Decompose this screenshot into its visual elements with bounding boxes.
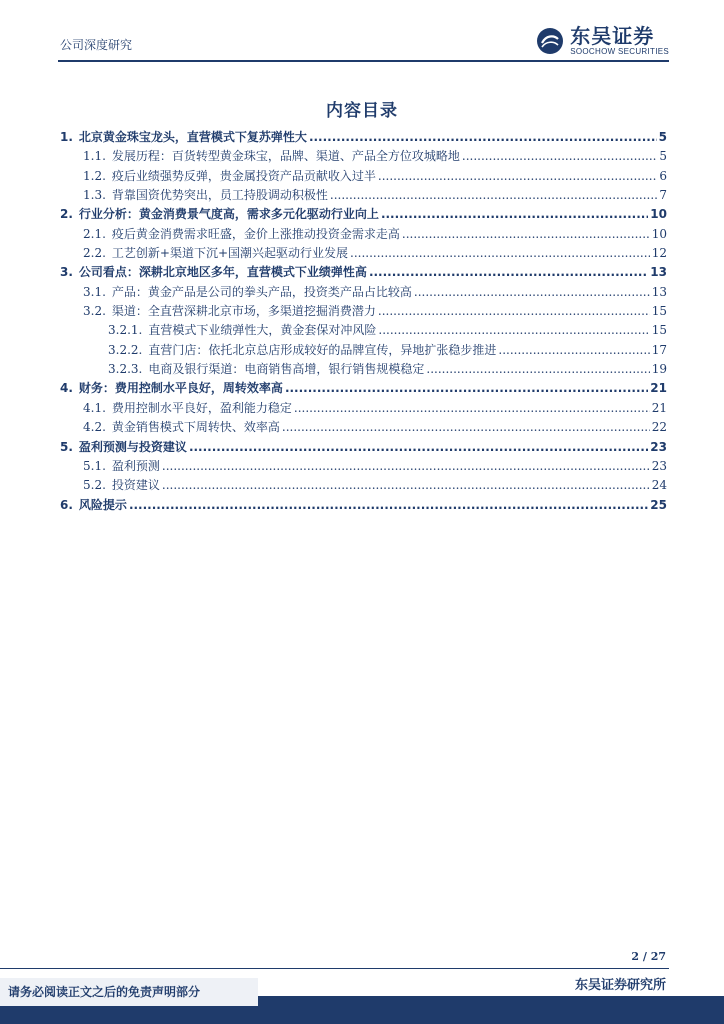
footer-disclaimer: 请务必阅读正文之后的免责声明部分 [0, 978, 258, 1007]
toc-dot-leader [162, 457, 650, 476]
toc-entry-page: 13 [651, 284, 667, 299]
brand-logo [536, 26, 669, 56]
brand-name-cn: 东吴证券 [570, 24, 655, 48]
toc-entry-title: 公司看点：深耕北京地区多年，直营模式下业绩弹性高 [78, 265, 367, 280]
toc-entry-title: 盈利预测与投资建议 [78, 439, 187, 454]
toc-dot-leader [330, 186, 657, 205]
soochow-logo-icon [536, 27, 564, 55]
report-category: 公司深度研究 [60, 38, 133, 52]
header-divider [58, 60, 669, 62]
toc-entry-number: 4.2. [83, 420, 106, 435]
toc-entry-number: 3.2. [83, 304, 106, 319]
toc-entry[interactable] [60, 283, 667, 302]
footer-divider [0, 968, 669, 969]
toc-entry-number: 1. [60, 130, 73, 144]
toc-entry-page: 24 [651, 478, 667, 493]
toc-entry-page: 23 [650, 439, 667, 454]
toc-entry-title: 投资建议 [111, 478, 160, 493]
toc-entry-number: 2.2. [83, 246, 106, 261]
toc-entry-number: 2.1. [83, 226, 106, 241]
toc-entry-page: 10 [650, 207, 667, 222]
toc-list [60, 128, 667, 515]
toc-dot-leader [369, 263, 648, 282]
toc-entry-title: 工艺创新+渠道下沉+国潮兴起驱动行业发展 [111, 246, 349, 261]
toc-entry-number: 3.1. [83, 284, 106, 299]
toc-entry-number: 2. [60, 207, 73, 222]
toc-entry-page: 23 [651, 458, 667, 473]
toc-entry-page: 7 [659, 188, 667, 203]
toc-entry-page: 15 [651, 323, 667, 338]
toc-entry[interactable] [60, 128, 667, 147]
toc-dot-leader [498, 341, 649, 360]
toc-entry-number: 1.1. [83, 149, 106, 164]
toc-entry-page: 21 [650, 381, 667, 396]
toc-entry[interactable] [60, 457, 667, 476]
toc-dot-leader [309, 128, 657, 147]
toc-entry[interactable] [60, 186, 667, 205]
toc-entry[interactable] [60, 302, 667, 321]
toc-entry-title: 费用控制水平良好，盈利能力稳定 [111, 400, 292, 415]
toc-dot-leader [350, 244, 650, 263]
toc-entry-title: 盈利预测 [111, 458, 160, 473]
toc-entry-number: 3.2.2. [108, 342, 143, 357]
toc-entry-title: 直营模式下业绩弹性大，黄金套保对冲风险 [148, 323, 377, 338]
toc-entry-number: 3. [60, 265, 73, 280]
toc-entry-page: 10 [651, 226, 667, 241]
toc-entry[interactable] [60, 379, 667, 398]
toc-dot-leader [462, 147, 657, 166]
toc-entry-title: 电商及银行渠道：电商销售高增，银行销售规模稳定 [148, 362, 425, 377]
toc-dot-leader [129, 496, 648, 515]
toc-entry-page: 12 [651, 246, 667, 261]
toc-entry-number: 1.2. [83, 168, 106, 183]
toc-entry-title: 疫后黄金消费需求旺盛，金价上涨推动投资金需求走高 [111, 226, 400, 241]
toc-dot-leader [426, 360, 649, 379]
toc-title: 内容目录 [326, 101, 398, 121]
toc-entry-title: 风险提示 [78, 497, 127, 512]
toc-dot-leader [162, 476, 650, 495]
page-indicator: 2 / 27 [631, 950, 666, 963]
toc-entry-title: 疫后业绩强势反弹，贵金属投资产品贡献收入过半 [111, 168, 376, 183]
toc-entry-page: 17 [651, 342, 667, 357]
toc-entry[interactable] [60, 205, 667, 224]
toc-entry[interactable] [60, 147, 667, 166]
toc-dot-leader [189, 438, 648, 457]
toc-entry-number: 5. [60, 439, 73, 454]
toc-entry[interactable] [60, 263, 667, 282]
brand-name-en: SOOCHOW SECURITIES [570, 47, 669, 56]
toc-entry-number: 6. [60, 497, 73, 512]
toc-entry-title: 财务：费用控制水平良好，周转效率高 [78, 381, 283, 396]
footer-firm-name: 东吴证券研究所 [574, 978, 666, 993]
toc-entry-number: 1.3. [83, 188, 106, 203]
toc-entry-title: 渠道：全直营深耕北京市场，多渠道挖掘消费潜力 [111, 304, 376, 319]
toc-entry-number: 3.2.1. [108, 323, 143, 338]
toc-entry[interactable] [60, 496, 667, 515]
toc-entry[interactable] [60, 225, 667, 244]
toc-entry-page: 22 [651, 420, 667, 435]
toc-entry-title: 北京黄金珠宝龙头，直营模式下复苏弹性大 [78, 130, 307, 144]
toc-entry-title: 直营门店：依托北京总店形成较好的品牌宣传，异地扩张稳步推进 [148, 342, 497, 357]
toc-entry[interactable] [60, 360, 667, 379]
toc-entry-page: 13 [650, 265, 667, 280]
toc-dot-leader [294, 399, 650, 418]
toc-entry-number: 5.2. [83, 478, 106, 493]
toc-entry[interactable] [60, 418, 667, 437]
toc-entry-title: 行业分析：黄金消费景气度高，需求多元化驱动行业向上 [78, 207, 379, 222]
toc-entry-number: 4. [60, 381, 73, 396]
toc-entry[interactable] [60, 244, 667, 263]
toc-entry[interactable] [60, 167, 667, 186]
toc-entry[interactable] [60, 341, 667, 360]
toc-dot-leader [378, 167, 657, 186]
toc-dot-leader [378, 321, 649, 340]
toc-dot-leader [285, 379, 648, 398]
toc-entry-number: 5.1. [83, 458, 106, 473]
toc-dot-leader [282, 418, 650, 437]
toc-entry-page: 25 [650, 497, 667, 512]
toc-dot-leader [378, 302, 650, 321]
toc-entry-page: 5 [659, 149, 667, 164]
toc-entry-page: 6 [659, 168, 667, 183]
toc-entry-page: 15 [651, 304, 667, 319]
toc-dot-leader [402, 225, 650, 244]
toc-entry-title: 发展历程：百货转型黄金珠宝，品牌、渠道、产品全方位攻城略地 [111, 149, 460, 164]
toc-entry[interactable] [60, 399, 667, 418]
toc-entry[interactable] [60, 438, 667, 457]
toc-dot-leader [414, 283, 650, 302]
toc-entry-page: 19 [651, 362, 667, 377]
toc-entry[interactable] [60, 321, 667, 340]
toc-entry-number: 3.2.3. [108, 362, 143, 377]
toc-entry-number: 4.1. [83, 400, 106, 415]
toc-dot-leader [381, 205, 648, 224]
toc-entry-page: 21 [651, 400, 667, 415]
toc-entry-title: 黄金销售模式下周转快、效率高 [111, 420, 280, 435]
toc-entry-title: 背靠国资优势突出，员工持股调动积极性 [111, 188, 328, 203]
toc-entry-page: 5 [658, 130, 667, 144]
toc-entry-title: 产品：黄金产品是公司的拳头产品，投资类产品占比较高 [111, 284, 412, 299]
toc-entry[interactable] [60, 476, 667, 495]
